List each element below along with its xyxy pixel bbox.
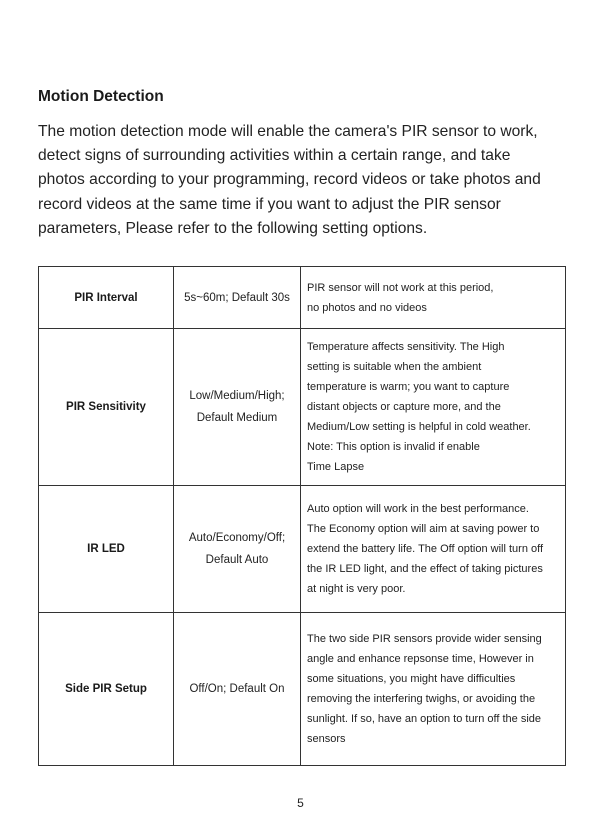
setting-value <box>174 486 301 613</box>
section-heading: Motion Detection <box>38 88 164 105</box>
table-row <box>39 613 566 766</box>
description-line: Medium/Low setting is helpful in cold weather. <box>307 421 531 433</box>
setting-name: Side PIR Setup <box>39 613 174 766</box>
intro-line: photos according to your programming, record videos or take photos and <box>38 171 541 189</box>
description-line: some situations, you might have difficulties <box>307 673 516 685</box>
setting-value <box>174 613 301 766</box>
description-line: the IR LED light, and the effect of taking pictures <box>307 563 543 575</box>
setting-value-line: Default Auto <box>205 554 269 566</box>
description-line: temperature is warm; you want to capture <box>307 381 510 393</box>
description-line: setting is suitable when the ambient <box>307 361 482 373</box>
description-line: The two side PIR sensors provide wider sensing <box>307 633 542 645</box>
table-row <box>39 329 566 486</box>
description-line: Temperature affects sensitivity. The High <box>307 341 505 353</box>
description-line: at night is very poor. <box>307 583 406 595</box>
settings-table <box>38 266 566 766</box>
description-line: angle and enhance repsonse time, However in <box>307 653 534 665</box>
intro-line: detect signs of surrounding activities within a certain range, and take <box>38 147 511 165</box>
setting-value-line: Low/Medium/High; <box>189 390 285 402</box>
description-line: distant objects or capture more, and the <box>307 401 501 413</box>
intro-line: record videos at the same time if you want to adjust the PIR sensor <box>38 195 501 213</box>
page-number: 5 <box>297 796 304 810</box>
description-line: sunlight. If so, have an option to turn off the side <box>307 713 542 725</box>
setting-value-line: Default Medium <box>196 412 278 424</box>
intro-line: parameters, Please refer to the following setting options. <box>38 219 428 237</box>
description-line: Time Lapse <box>307 461 365 473</box>
table-row <box>39 486 566 613</box>
setting-description <box>301 486 566 613</box>
setting-name: PIR Interval <box>39 267 174 329</box>
description-line: Note: This option is invalid if enable <box>307 441 480 453</box>
description-line: Auto option will work in the best performance. <box>307 503 529 515</box>
setting-value-line: Auto/Economy/Off; <box>188 532 286 544</box>
setting-value <box>174 267 301 329</box>
setting-value-line: 5s~60m; Default 30s <box>184 291 290 304</box>
setting-description <box>301 329 566 486</box>
setting-name: IR LED <box>39 486 174 613</box>
description-line: removing the interfering twighs, or avoiding the <box>307 693 536 705</box>
intro-line: The motion detection mode will enable the camera's PIR sensor to work, <box>38 123 538 140</box>
description-line: The Economy option will aim at saving power to <box>307 523 540 535</box>
setting-name: PIR Sensitivity <box>39 329 174 486</box>
setting-value <box>174 329 301 486</box>
setting-description <box>301 613 566 766</box>
setting-value-line: Off/On; Default On <box>189 683 285 695</box>
description-line: PIR sensor will not work at this period, <box>307 281 494 294</box>
description-line: extend the battery life. The Off option will turn off <box>307 543 544 555</box>
setting-description <box>301 267 566 329</box>
intro-paragraph <box>38 120 568 241</box>
description-line: no photos and no videos <box>307 301 427 314</box>
table-row <box>39 267 566 329</box>
description-line: sensors <box>307 733 346 745</box>
